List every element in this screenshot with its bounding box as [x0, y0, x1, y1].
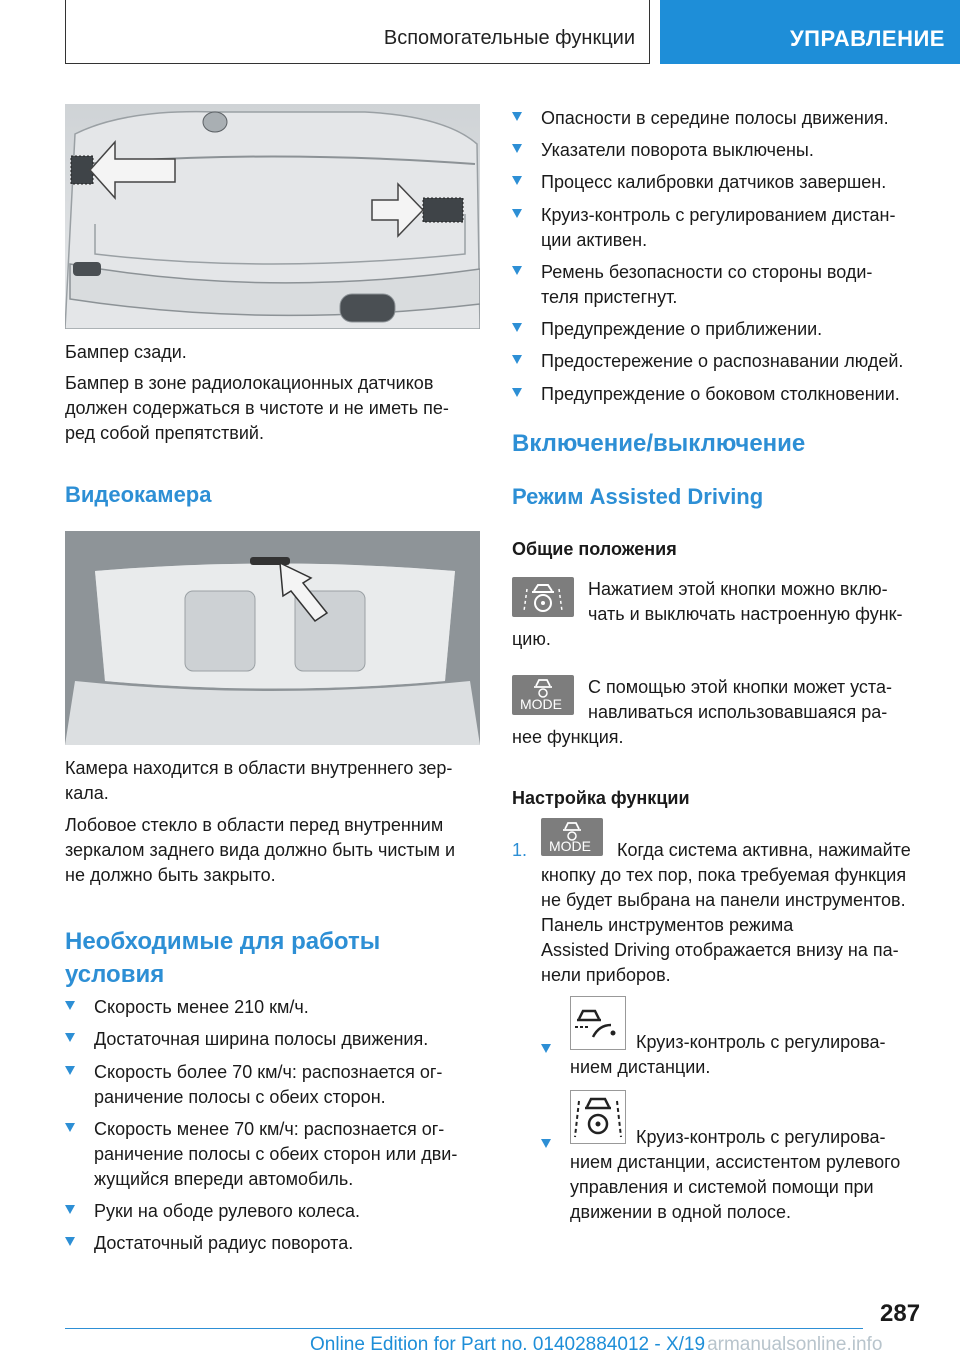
button2-text-line: нее функция.: [512, 727, 624, 747]
conditions-heading: Необходимые для работы условия: [65, 928, 381, 988]
button2-text-line: навливаться использовавшаяся ра-: [588, 702, 888, 722]
general-heading: Общие положения: [512, 539, 677, 559]
bullet-triangle-icon: [512, 176, 522, 185]
camera-text-line: Лобовое стекло в области перед внутренним: [65, 815, 444, 835]
condition-item-cont: жущийся впереди автомобиль.: [94, 1169, 354, 1189]
bullet-triangle-icon: [512, 209, 522, 218]
mode-button-image-small: [541, 818, 603, 856]
footer-site: armanualsonline.info: [707, 1334, 883, 1355]
bullet-triangle-icon: [512, 388, 522, 397]
footer-edition: Online Edition for Part no. 01402884012 - X/19 armanualsonline.info: [310, 1334, 883, 1355]
bullet-triangle-icon: [65, 1123, 75, 1132]
condition-item-cont: раничение полосы с обеих сторон.: [94, 1087, 386, 1107]
bumper-text-line: ред собой препятствий.: [65, 423, 264, 443]
step-text-line: нели приборов.: [541, 965, 671, 985]
bumper-text-line: Бампер в зоне радиолокационных датчиков: [65, 373, 434, 393]
camera-illustration: [65, 531, 480, 745]
bumper-text-line: должен содержаться в чистоте и не иметь пе-: [65, 398, 449, 418]
sub2-text-line: управления и системой помощи при: [570, 1177, 874, 1197]
mode-label: MODE: [520, 696, 562, 712]
acc-icon-frame: [570, 996, 626, 1050]
camera-text-line: Камера находится в области внутреннего зер-: [65, 758, 453, 778]
assisted-driving-button-image: [512, 577, 574, 617]
mode-label: MODE: [549, 838, 591, 854]
mode-button-image: [512, 675, 574, 715]
bullet-triangle-icon: [541, 1044, 551, 1053]
step-number: 1.: [512, 840, 528, 860]
sub2-text-line: нием дистанции, ассистентом рулевого: [570, 1152, 901, 1172]
bullet-triangle-icon: [512, 266, 522, 275]
sub1-text-line: Круиз-контроль с регулирова-: [636, 1032, 886, 1052]
camera-heading: Видеокамера: [65, 482, 212, 507]
onoff-heading: Включение/выключение: [512, 430, 806, 457]
mode-heading: Режим Assisted Driving: [512, 484, 764, 509]
header-section-box: [65, 0, 650, 64]
sub-bullet-2: [541, 1133, 551, 1143]
bullet-triangle-icon: [512, 323, 522, 332]
camera-text-line: не должно быть закрыто.: [65, 865, 276, 885]
steering-assist-icon: [512, 577, 574, 617]
rear-bumper-illustration: [65, 104, 480, 329]
header-chapter-title: УПРАВЛЕНИЕ: [790, 26, 945, 51]
bullet-triangle-icon: [65, 1001, 75, 1010]
step-text-line: Панель инструментов режима: [541, 915, 794, 935]
bullet-triangle-icon: [65, 1237, 75, 1246]
footer-divider: [65, 1328, 863, 1329]
camera-text-line: зеркалом заднего вида должно быть чистым и: [65, 840, 456, 860]
sub-bullet-1: [541, 1038, 551, 1048]
setup-heading: Настройка функции: [512, 788, 690, 808]
steering-lane-assist-icon: [571, 1091, 625, 1143]
steering-icon-frame: [570, 1090, 626, 1144]
sub2-text-line: Круиз-контроль с регулирова-: [636, 1127, 886, 1147]
button2-text-line: С помощью этой кнопки может уста-: [588, 677, 892, 697]
cruise-distance-icon: [571, 997, 625, 1049]
bullet-triangle-icon: [512, 144, 522, 153]
bullet-triangle-icon: [65, 1033, 75, 1042]
button1-text-line: чать и выключать настроенную функ-: [588, 604, 903, 624]
bumper-caption: Бампер сзади.: [65, 342, 187, 362]
sub2-text-line: движении в одной полосе.: [570, 1202, 792, 1222]
step-text-line: Когда система активна, нажимайте: [617, 840, 911, 860]
header-section-title: Вспомогательные функции: [383, 27, 635, 49]
bullet-triangle-icon: [541, 1139, 551, 1148]
bullet-triangle-icon: [512, 112, 522, 121]
camera-text-line: кала.: [65, 783, 109, 803]
requirement-item-cont: теля пристегнут.: [541, 287, 678, 307]
step-text-line: Assisted Driving отображается внизу на па-: [541, 940, 899, 960]
bullet-triangle-icon: [512, 355, 522, 364]
bullet-triangle-icon: [65, 1066, 75, 1075]
page-number: 287: [880, 1300, 921, 1327]
step-text-line: кнопку до тех пор, пока требуемая функция: [541, 865, 907, 885]
bullet-triangle-icon: [65, 1205, 75, 1214]
condition-item-cont: раничение полосы с обеих сторон или дви-: [94, 1144, 458, 1164]
requirement-item-cont: ции активен.: [541, 230, 648, 250]
sub1-text-line: нием дистанции.: [570, 1057, 711, 1077]
button1-text-line: Нажатием этой кнопки можно вклю-: [588, 579, 888, 599]
step-text-line: не будет выбрана на панели инструментов.: [541, 890, 906, 910]
header-chapter-box: [660, 0, 960, 64]
button1-text-line: цию.: [512, 629, 551, 649]
